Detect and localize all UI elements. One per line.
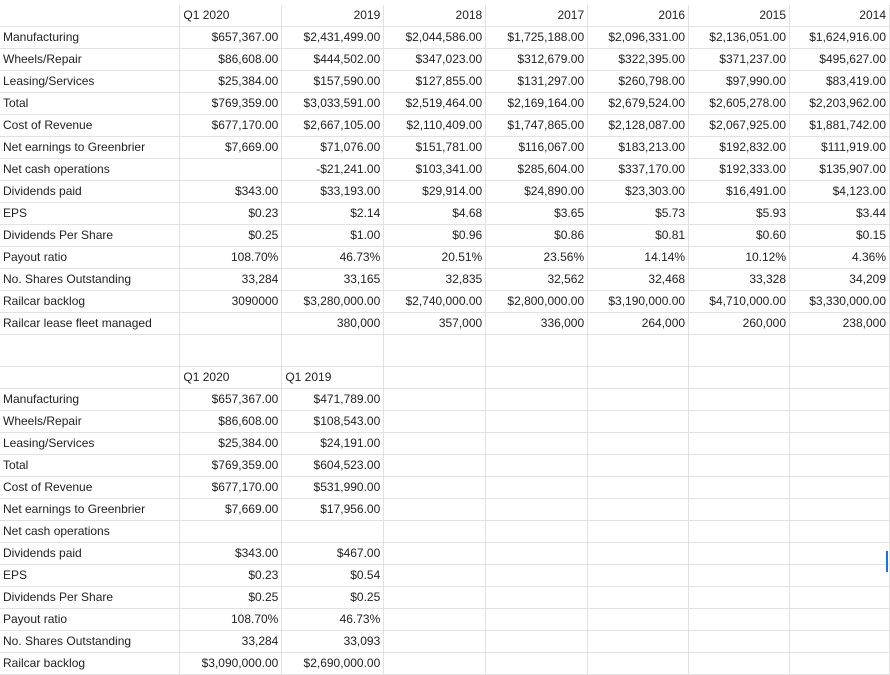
value-cell[interactable]: $17,956.00 [282,499,384,521]
value-cell[interactable]: $103,341.00 [384,159,486,181]
empty-cell[interactable] [486,609,588,631]
empty-cell[interactable] [384,335,486,367]
value-cell[interactable]: $285,604.00 [486,159,588,181]
table-row [0,499,890,521]
value-cell[interactable]: $83,419.00 [790,71,890,93]
value-cell[interactable]: $29,914.00 [384,181,486,203]
empty-cell[interactable] [588,477,689,499]
empty-cell[interactable] [689,565,790,587]
value-cell[interactable]: $604,523.00 [282,455,384,477]
empty-cell[interactable] [588,521,689,543]
empty-cell[interactable] [588,565,689,587]
value-cell[interactable]: 33,284 [180,269,282,291]
row-label-cell[interactable]: Total [0,455,180,477]
value-cell[interactable]: $0.15 [790,225,890,247]
empty-cell[interactable] [384,653,486,675]
value-cell[interactable]: $260,798.00 [588,71,689,93]
value-cell[interactable]: 34,209 [790,269,890,291]
table-row [0,203,890,225]
value-cell[interactable]: $2,067,925.00 [689,115,790,137]
value-cell[interactable]: $1,624,916.00 [790,27,890,49]
value-cell[interactable]: $3.65 [486,203,588,225]
value-cell[interactable]: -$21,241.00 [282,159,384,181]
value-cell[interactable]: 3090000 [180,291,282,313]
table-row [0,93,890,115]
empty-cell[interactable] [0,335,180,367]
empty-cell[interactable] [486,411,588,433]
empty-cell[interactable] [486,477,588,499]
header-row [0,5,890,27]
empty-cell[interactable] [790,477,890,499]
table-row [0,181,890,203]
value-cell[interactable]: $183,213.00 [588,137,689,159]
empty-cell[interactable] [790,521,890,543]
empty-cell[interactable] [588,653,689,675]
table-row [0,653,890,675]
value-cell[interactable]: $677,170.00 [180,115,282,137]
row-label-cell[interactable]: Leasing/Services [0,433,180,455]
empty-cell[interactable] [384,433,486,455]
value-cell[interactable]: $0.25 [282,587,384,609]
row-label-cell[interactable]: Manufacturing [0,389,180,411]
value-cell[interactable]: 357,000 [384,313,486,335]
value-cell[interactable]: $0.54 [282,565,384,587]
value-cell[interactable]: $531,990.00 [282,477,384,499]
empty-cell[interactable] [689,433,790,455]
empty-cell[interactable] [588,631,689,653]
value-cell[interactable]: $24,191.00 [282,433,384,455]
table-row [0,521,890,543]
row-label-cell[interactable]: Wheels/Repair [0,411,180,433]
empty-cell[interactable] [486,587,588,609]
row-label-cell[interactable]: No. Shares Outstanding [0,631,180,653]
empty-cell[interactable] [588,543,689,565]
value-cell[interactable]: $0.23 [180,565,282,587]
empty-cell[interactable] [790,543,890,565]
empty-cell[interactable] [384,521,486,543]
value-cell[interactable]: $769,359.00 [180,455,282,477]
value-cell[interactable]: $3.44 [790,203,890,225]
row-label-cell[interactable]: Dividends paid [0,543,180,565]
empty-cell[interactable] [588,609,689,631]
value-cell[interactable]: $1,725,188.00 [486,27,588,49]
value-cell[interactable]: $192,333.00 [689,159,790,181]
value-cell[interactable]: $677,170.00 [180,477,282,499]
value-cell[interactable]: 46.73% [282,247,384,269]
value-cell[interactable]: $444,502.00 [282,49,384,71]
empty-cell[interactable] [588,335,689,367]
value-cell[interactable]: $467.00 [282,543,384,565]
empty-cell[interactable] [689,367,790,389]
row-label-cell[interactable]: Payout ratio [0,609,180,631]
value-cell[interactable]: 33,165 [282,269,384,291]
value-cell[interactable]: $108,543.00 [282,411,384,433]
value-cell[interactable]: 32,468 [588,269,689,291]
value-cell[interactable]: 108.70% [180,247,282,269]
empty-cell[interactable] [689,521,790,543]
row-label-cell[interactable]: Railcar backlog [0,291,180,313]
value-cell[interactable]: $343.00 [180,181,282,203]
empty-cell[interactable] [790,631,890,653]
empty-cell[interactable] [790,653,890,675]
value-cell[interactable] [180,159,282,181]
value-cell[interactable]: 260,000 [689,313,790,335]
value-cell[interactable]: $2,203,962.00 [790,93,890,115]
empty-cell[interactable] [384,455,486,477]
table-row [0,115,890,137]
row-label-cell[interactable]: Wheels/Repair [0,49,180,71]
value-cell[interactable]: $1,747,865.00 [486,115,588,137]
empty-cell[interactable] [384,565,486,587]
column-header-cell[interactable]: Q1 2020 [180,367,282,389]
value-cell[interactable]: 108.70% [180,609,282,631]
empty-cell[interactable] [486,543,588,565]
column-header-cell[interactable]: 2018 [384,5,486,27]
table-row [0,291,890,313]
empty-cell[interactable] [486,455,588,477]
row-label-cell[interactable]: EPS [0,203,180,225]
value-cell[interactable]: $33,193.00 [282,181,384,203]
empty-cell[interactable] [0,367,180,389]
value-cell[interactable]: $769,359.00 [180,93,282,115]
empty-cell[interactable] [486,565,588,587]
value-cell[interactable]: $343.00 [180,543,282,565]
value-cell[interactable]: 10.12% [689,247,790,269]
value-cell[interactable]: $2,044,586.00 [384,27,486,49]
value-cell[interactable]: $0.25 [180,587,282,609]
value-cell[interactable]: $0.25 [180,225,282,247]
value-cell[interactable]: $495,627.00 [790,49,890,71]
header-row [0,367,890,389]
value-cell[interactable]: 33,328 [689,269,790,291]
table-row [0,313,890,335]
empty-cell[interactable] [790,411,890,433]
empty-cell[interactable] [486,335,588,367]
empty-cell[interactable] [384,367,486,389]
value-cell[interactable]: $16,491.00 [689,181,790,203]
value-cell[interactable]: 33,284 [180,631,282,653]
empty-cell[interactable] [689,477,790,499]
value-cell[interactable]: $371,237.00 [689,49,790,71]
empty-cell[interactable] [689,411,790,433]
column-header-cell[interactable]: 2014 [790,5,890,27]
value-cell[interactable]: $657,367.00 [180,27,282,49]
table-row [0,543,890,565]
empty-cell[interactable] [486,389,588,411]
value-cell[interactable]: $4,123.00 [790,181,890,203]
value-cell[interactable]: $0.86 [486,225,588,247]
empty-cell[interactable] [689,499,790,521]
row-label-cell[interactable]: Total [0,93,180,115]
table-row [0,433,890,455]
empty-cell[interactable] [790,499,890,521]
row-label-cell[interactable]: Cost of Revenue [0,477,180,499]
value-cell[interactable]: $25,384.00 [180,71,282,93]
row-label-cell[interactable]: No. Shares Outstanding [0,269,180,291]
value-cell[interactable]: $157,590.00 [282,71,384,93]
value-cell[interactable]: $3,033,591.00 [282,93,384,115]
row-label-cell[interactable]: Railcar lease fleet managed [0,313,180,335]
row-label-cell[interactable]: Net cash operations [0,159,180,181]
value-cell[interactable]: $0.81 [588,225,689,247]
table-row [0,411,890,433]
value-cell[interactable]: $86,608.00 [180,49,282,71]
value-cell[interactable]: $116,067.00 [486,137,588,159]
value-cell[interactable]: $7,669.00 [180,137,282,159]
empty-cell[interactable] [689,389,790,411]
value-cell[interactable]: $1,881,742.00 [790,115,890,137]
value-cell[interactable]: $347,023.00 [384,49,486,71]
value-cell[interactable] [180,521,282,543]
table-row [0,565,890,587]
empty-cell[interactable] [384,543,486,565]
row-label-cell[interactable]: Net earnings to Greenbrier [0,137,180,159]
column-header-cell[interactable]: Q1 2020 [180,5,282,27]
value-cell[interactable]: $312,679.00 [486,49,588,71]
value-cell[interactable]: 20.51% [384,247,486,269]
value-cell[interactable]: 264,000 [588,313,689,335]
table-row [0,631,890,653]
empty-cell[interactable] [486,433,588,455]
value-cell[interactable]: $2.14 [282,203,384,225]
row-label-cell[interactable]: Railcar backlog [0,653,180,675]
value-cell[interactable]: $2,800,000.00 [486,291,588,313]
empty-cell[interactable] [790,455,890,477]
value-cell[interactable]: $2,667,105.00 [282,115,384,137]
row-label-cell[interactable]: EPS [0,565,180,587]
empty-cell[interactable] [588,411,689,433]
value-cell[interactable]: $337,170.00 [588,159,689,181]
empty-cell[interactable] [282,335,384,367]
table-row [0,27,890,49]
value-cell[interactable]: $24,890.00 [486,181,588,203]
value-cell[interactable]: $2,519,464.00 [384,93,486,115]
value-cell[interactable]: $4,710,000.00 [689,291,790,313]
value-cell[interactable]: $2,136,051.00 [689,27,790,49]
value-cell[interactable]: $2,605,278.00 [689,93,790,115]
value-cell[interactable]: $2,096,331.00 [588,27,689,49]
value-cell[interactable]: $2,128,087.00 [588,115,689,137]
empty-cell[interactable] [384,477,486,499]
value-cell[interactable]: $2,740,000.00 [384,291,486,313]
empty-cell[interactable] [384,499,486,521]
table-row [0,225,890,247]
value-cell[interactable]: $135,907.00 [790,159,890,181]
table-row [0,159,890,181]
column-header-cell[interactable]: 2015 [689,5,790,27]
row-label-cell[interactable]: Payout ratio [0,247,180,269]
value-cell[interactable]: 23.56% [486,247,588,269]
value-cell[interactable]: $0.60 [689,225,790,247]
empty-cell[interactable] [588,455,689,477]
empty-cell[interactable] [180,335,282,367]
value-cell[interactable]: $3,330,000.00 [790,291,890,313]
value-cell[interactable]: $127,855.00 [384,71,486,93]
empty-cell[interactable] [790,609,890,631]
empty-cell[interactable] [486,521,588,543]
empty-cell[interactable] [486,367,588,389]
value-cell[interactable] [180,313,282,335]
value-cell[interactable]: $5.93 [689,203,790,225]
value-cell[interactable]: $2,679,524.00 [588,93,689,115]
row-label-cell[interactable]: Net earnings to Greenbrier [0,499,180,521]
row-label-cell[interactable]: Net cash operations [0,521,180,543]
empty-cell[interactable] [689,543,790,565]
value-cell[interactable]: 32,562 [486,269,588,291]
value-cell[interactable]: 32,835 [384,269,486,291]
empty-cell[interactable] [689,587,790,609]
empty-cell[interactable] [790,587,890,609]
value-cell[interactable]: 336,000 [486,313,588,335]
cell-grid[interactable] [0,5,890,675]
value-cell[interactable]: $7,669.00 [180,499,282,521]
value-cell[interactable]: $2,690,000.00 [282,653,384,675]
empty-cell[interactable] [486,653,588,675]
table-row [0,269,890,291]
empty-cell[interactable] [790,389,890,411]
empty-cell[interactable] [588,367,689,389]
value-cell[interactable]: $111,919.00 [790,137,890,159]
table-row [0,389,890,411]
empty-cell[interactable] [384,411,486,433]
empty-cell[interactable] [790,367,890,389]
empty-cell[interactable] [689,335,790,367]
column-header-cell[interactable]: 2016 [588,5,689,27]
value-cell[interactable]: $3,280,000.00 [282,291,384,313]
row-label-cell[interactable]: Dividends Per Share [0,225,180,247]
empty-cell[interactable] [790,433,890,455]
value-cell[interactable]: 46.73% [282,609,384,631]
empty-cell[interactable] [790,565,890,587]
value-cell[interactable]: $1.00 [282,225,384,247]
value-cell[interactable]: 14.14% [588,247,689,269]
empty-row [0,335,890,367]
column-header-cell[interactable]: 2019 [282,5,384,27]
table-row [0,455,890,477]
value-cell[interactable]: 380,000 [282,313,384,335]
value-cell[interactable]: $3,090,000.00 [180,653,282,675]
table-row [0,609,890,631]
empty-cell[interactable] [588,587,689,609]
table-row [0,247,890,269]
value-cell[interactable] [282,521,384,543]
empty-cell[interactable] [588,499,689,521]
table-row [0,71,890,93]
value-cell[interactable]: $2,169,164.00 [486,93,588,115]
table-row [0,477,890,499]
value-cell[interactable]: $0.23 [180,203,282,225]
row-label-cell[interactable]: Dividends Per Share [0,587,180,609]
empty-cell[interactable] [384,631,486,653]
table-row [0,587,890,609]
value-cell[interactable]: $23,303.00 [588,181,689,203]
value-cell[interactable]: $5.73 [588,203,689,225]
empty-cell[interactable] [689,631,790,653]
row-label-cell[interactable]: Dividends paid [0,181,180,203]
value-cell[interactable]: $471,789.00 [282,389,384,411]
row-label-cell[interactable]: Cost of Revenue [0,115,180,137]
value-cell[interactable]: $657,367.00 [180,389,282,411]
value-cell[interactable]: $2,431,499.00 [282,27,384,49]
value-cell[interactable]: $0.96 [384,225,486,247]
row-label-cell[interactable]: Leasing/Services [0,71,180,93]
value-cell[interactable]: $151,781.00 [384,137,486,159]
empty-cell[interactable] [588,433,689,455]
value-cell[interactable]: $3,190,000.00 [588,291,689,313]
value-cell[interactable]: $25,384.00 [180,433,282,455]
empty-cell[interactable] [689,609,790,631]
value-cell[interactable]: $192,832.00 [689,137,790,159]
empty-cell[interactable] [689,455,790,477]
value-cell[interactable]: $4.68 [384,203,486,225]
value-cell[interactable]: $97,990.00 [689,71,790,93]
empty-cell[interactable] [0,5,180,27]
empty-cell[interactable] [790,335,890,367]
row-label-cell[interactable]: Manufacturing [0,27,180,49]
empty-cell[interactable] [384,389,486,411]
empty-cell[interactable] [384,587,486,609]
empty-cell[interactable] [689,653,790,675]
empty-cell[interactable] [384,609,486,631]
value-cell[interactable]: $71,076.00 [282,137,384,159]
value-cell[interactable]: 238,000 [790,313,890,335]
empty-cell[interactable] [588,389,689,411]
active-cell-cursor [886,551,888,572]
column-header-cell[interactable]: 2017 [486,5,588,27]
value-cell[interactable]: $86,608.00 [180,411,282,433]
column-header-cell[interactable]: Q1 2019 [282,367,384,389]
table-row [0,137,890,159]
value-cell[interactable]: $131,297.00 [486,71,588,93]
empty-cell[interactable] [486,631,588,653]
value-cell[interactable]: $2,110,409.00 [384,115,486,137]
table-row [0,49,890,71]
empty-cell[interactable] [486,499,588,521]
value-cell[interactable]: $322,395.00 [588,49,689,71]
value-cell[interactable]: 33,093 [282,631,384,653]
value-cell[interactable]: 4.36% [790,247,890,269]
